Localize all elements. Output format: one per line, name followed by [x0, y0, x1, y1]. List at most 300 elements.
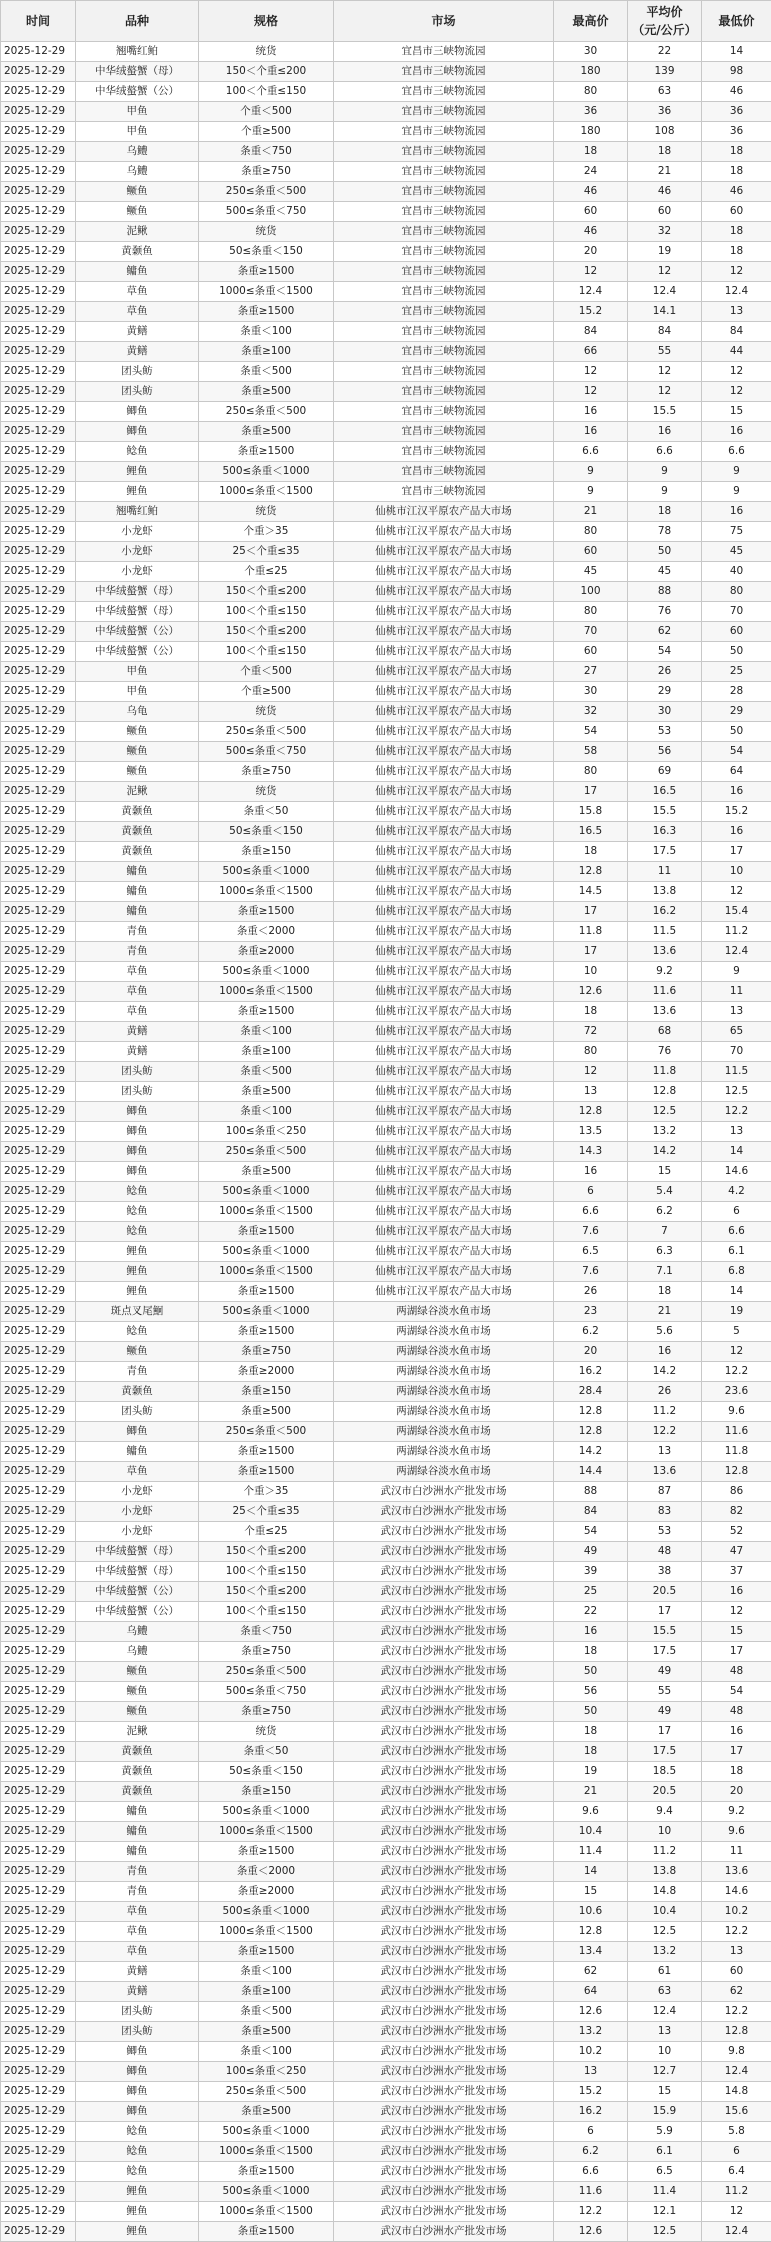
cell-min-price: 10.2	[702, 1902, 771, 1922]
cell-avg-price: 18	[628, 142, 702, 162]
cell-max-price: 26	[554, 1282, 628, 1302]
cell-market: 武汉市白沙洲水产批发市场	[334, 1942, 554, 1962]
header-row	[1, 1, 771, 42]
table-row	[1, 442, 771, 462]
cell-max-price: 28.4	[554, 1382, 628, 1402]
cell-date: 2025-12-29	[1, 1622, 76, 1642]
cell-avg-price: 55	[628, 1682, 702, 1702]
cell-variety: 鲤鱼	[76, 1282, 199, 1302]
cell-date: 2025-12-29	[1, 42, 76, 62]
cell-avg-price: 22	[628, 42, 702, 62]
cell-max-price: 18	[554, 1742, 628, 1762]
cell-variety: 鲶鱼	[76, 2122, 199, 2142]
cell-min-price: 9	[702, 482, 771, 502]
cell-spec: 条重＜50	[199, 802, 334, 822]
table-row	[1, 1382, 771, 1402]
cell-variety: 甲鱼	[76, 662, 199, 682]
cell-market: 宜昌市三峡物流园	[334, 362, 554, 382]
table-row	[1, 2122, 771, 2142]
table-row	[1, 1082, 771, 1102]
cell-date: 2025-12-29	[1, 242, 76, 262]
cell-max-price: 54	[554, 722, 628, 742]
cell-min-price: 25	[702, 662, 771, 682]
cell-avg-price: 11.2	[628, 1402, 702, 1422]
cell-variety: 鳜鱼	[76, 1682, 199, 1702]
cell-avg-price: 13.8	[628, 882, 702, 902]
cell-avg-price: 50	[628, 542, 702, 562]
cell-avg-price: 29	[628, 682, 702, 702]
cell-min-price: 45	[702, 542, 771, 562]
table-row	[1, 1962, 771, 1982]
cell-spec: 个重≥500	[199, 122, 334, 142]
header-spec: 规格	[199, 1, 334, 42]
cell-variety: 小龙虾	[76, 522, 199, 542]
cell-max-price: 11.4	[554, 1842, 628, 1862]
cell-spec: 条重＜750	[199, 142, 334, 162]
cell-date: 2025-12-29	[1, 1602, 76, 1622]
cell-spec: 100＜个重≤150	[199, 82, 334, 102]
cell-spec: 25＜个重≤35	[199, 542, 334, 562]
cell-max-price: 32	[554, 702, 628, 722]
cell-max-price: 46	[554, 182, 628, 202]
cell-min-price: 62	[702, 1982, 771, 2002]
table-row	[1, 962, 771, 982]
cell-variety: 草鱼	[76, 1942, 199, 1962]
cell-min-price: 60	[702, 1962, 771, 1982]
cell-max-price: 18	[554, 142, 628, 162]
cell-min-price: 98	[702, 62, 771, 82]
cell-avg-price: 13.2	[628, 1122, 702, 1142]
cell-market: 仙桃市江汉平原农产品大市场	[334, 682, 554, 702]
cell-avg-price: 11.6	[628, 982, 702, 1002]
cell-max-price: 49	[554, 1542, 628, 1562]
cell-max-price: 20	[554, 1342, 628, 1362]
cell-spec: 条重≥750	[199, 162, 334, 182]
table-row	[1, 462, 771, 482]
cell-min-price: 18	[702, 222, 771, 242]
cell-max-price: 16.2	[554, 2102, 628, 2122]
cell-market: 仙桃市江汉平原农产品大市场	[334, 502, 554, 522]
cell-date: 2025-12-29	[1, 502, 76, 522]
table-row	[1, 342, 771, 362]
cell-market: 武汉市白沙洲水产批发市场	[334, 2002, 554, 2022]
cell-max-price: 25	[554, 1582, 628, 1602]
cell-min-price: 44	[702, 342, 771, 362]
header-market: 市场	[334, 1, 554, 42]
cell-spec: 150＜个重≤200	[199, 582, 334, 602]
cell-avg-price: 15	[628, 1162, 702, 1182]
cell-spec: 250≤条重＜500	[199, 1422, 334, 1442]
cell-min-price: 12	[702, 362, 771, 382]
cell-spec: 150＜个重≤200	[199, 1582, 334, 1602]
cell-market: 仙桃市江汉平原农产品大市场	[334, 1202, 554, 1222]
cell-market: 仙桃市江汉平原农产品大市场	[334, 602, 554, 622]
cell-min-price: 70	[702, 1042, 771, 1062]
cell-avg-price: 45	[628, 562, 702, 582]
cell-max-price: 20	[554, 242, 628, 262]
cell-date: 2025-12-29	[1, 2082, 76, 2102]
cell-date: 2025-12-29	[1, 442, 76, 462]
cell-date: 2025-12-29	[1, 402, 76, 422]
cell-variety: 黄颡鱼	[76, 842, 199, 862]
cell-variety: 团头鲂	[76, 2022, 199, 2042]
cell-market: 武汉市白沙洲水产批发市场	[334, 1822, 554, 1842]
table-row	[1, 1522, 771, 1542]
cell-variety: 鲶鱼	[76, 1222, 199, 1242]
cell-variety: 鲫鱼	[76, 1162, 199, 1182]
cell-variety: 青鱼	[76, 1362, 199, 1382]
cell-date: 2025-12-29	[1, 1382, 76, 1402]
cell-variety: 中华绒螯蟹（公）	[76, 1602, 199, 1622]
cell-date: 2025-12-29	[1, 682, 76, 702]
cell-avg-price: 30	[628, 702, 702, 722]
cell-variety: 鲤鱼	[76, 2222, 199, 2242]
cell-date: 2025-12-29	[1, 1222, 76, 1242]
cell-spec: 条重≥150	[199, 842, 334, 862]
cell-variety: 鲤鱼	[76, 2202, 199, 2222]
table-row	[1, 1702, 771, 1722]
cell-variety: 鲤鱼	[76, 2182, 199, 2202]
cell-date: 2025-12-29	[1, 822, 76, 842]
cell-market: 仙桃市江汉平原农产品大市场	[334, 522, 554, 542]
cell-date: 2025-12-29	[1, 662, 76, 682]
table-row	[1, 1862, 771, 1882]
cell-market: 宜昌市三峡物流园	[334, 222, 554, 242]
cell-min-price: 6.8	[702, 1262, 771, 1282]
cell-max-price: 88	[554, 1482, 628, 1502]
table-row	[1, 762, 771, 782]
cell-date: 2025-12-29	[1, 1742, 76, 1762]
cell-market: 仙桃市江汉平原农产品大市场	[334, 1062, 554, 1082]
cell-max-price: 50	[554, 1662, 628, 1682]
cell-avg-price: 17	[628, 1722, 702, 1742]
cell-variety: 鳜鱼	[76, 182, 199, 202]
cell-spec: 条重＜2000	[199, 1862, 334, 1882]
cell-spec: 100＜个重≤150	[199, 1562, 334, 1582]
cell-min-price: 11.2	[702, 922, 771, 942]
cell-spec: 统货	[199, 222, 334, 242]
cell-min-price: 15.4	[702, 902, 771, 922]
cell-date: 2025-12-29	[1, 2162, 76, 2182]
cell-market: 仙桃市江汉平原农产品大市场	[334, 1182, 554, 1202]
cell-market: 仙桃市江汉平原农产品大市场	[334, 842, 554, 862]
table-row	[1, 662, 771, 682]
table-row	[1, 2062, 771, 2082]
cell-max-price: 16	[554, 1162, 628, 1182]
cell-min-price: 47	[702, 1542, 771, 1562]
cell-date: 2025-12-29	[1, 1002, 76, 1022]
cell-spec: 条重≥100	[199, 1042, 334, 1062]
cell-market: 武汉市白沙洲水产批发市场	[334, 2022, 554, 2042]
cell-date: 2025-12-29	[1, 1022, 76, 1042]
cell-avg-price: 139	[628, 62, 702, 82]
cell-date: 2025-12-29	[1, 302, 76, 322]
cell-variety: 小龙虾	[76, 542, 199, 562]
cell-min-price: 14	[702, 42, 771, 62]
table-row	[1, 2042, 771, 2062]
cell-date: 2025-12-29	[1, 1502, 76, 1522]
cell-date: 2025-12-29	[1, 2022, 76, 2042]
cell-date: 2025-12-29	[1, 362, 76, 382]
cell-max-price: 9	[554, 462, 628, 482]
cell-avg-price: 21	[628, 162, 702, 182]
cell-spec: 统货	[199, 502, 334, 522]
cell-max-price: 12.6	[554, 982, 628, 1002]
cell-variety: 团头鲂	[76, 1402, 199, 1422]
cell-spec: 1000≤条重＜1500	[199, 282, 334, 302]
cell-market: 武汉市白沙洲水产批发市场	[334, 1862, 554, 1882]
cell-market: 武汉市白沙洲水产批发市场	[334, 1602, 554, 1622]
cell-variety: 翘嘴红鲌	[76, 42, 199, 62]
cell-market: 宜昌市三峡物流园	[334, 442, 554, 462]
cell-variety: 黄颡鱼	[76, 1742, 199, 1762]
cell-variety: 乌龟	[76, 702, 199, 722]
table-row	[1, 882, 771, 902]
cell-avg-price: 26	[628, 662, 702, 682]
cell-date: 2025-12-29	[1, 462, 76, 482]
cell-date: 2025-12-29	[1, 282, 76, 302]
cell-max-price: 6.6	[554, 442, 628, 462]
table-row	[1, 502, 771, 522]
cell-date: 2025-12-29	[1, 1142, 76, 1162]
cell-max-price: 12.8	[554, 1402, 628, 1422]
cell-min-price: 60	[702, 202, 771, 222]
cell-spec: 500≤条重＜750	[199, 202, 334, 222]
cell-date: 2025-12-29	[1, 2122, 76, 2142]
cell-max-price: 12	[554, 262, 628, 282]
cell-avg-price: 15.5	[628, 1622, 702, 1642]
cell-min-price: 12.2	[702, 1102, 771, 1122]
cell-spec: 500≤条重＜1000	[199, 962, 334, 982]
cell-avg-price: 6.3	[628, 1242, 702, 1262]
cell-variety: 鲤鱼	[76, 482, 199, 502]
cell-variety: 草鱼	[76, 982, 199, 1002]
table-row	[1, 1022, 771, 1042]
cell-min-price: 52	[702, 1522, 771, 1542]
table-row	[1, 1042, 771, 1062]
cell-min-price: 84	[702, 322, 771, 342]
cell-date: 2025-12-29	[1, 1422, 76, 1442]
cell-market: 仙桃市江汉平原农产品大市场	[334, 822, 554, 842]
table-row	[1, 1142, 771, 1162]
cell-max-price: 62	[554, 1962, 628, 1982]
table-row	[1, 1242, 771, 1262]
cell-min-price: 9.6	[702, 1402, 771, 1422]
cell-variety: 团头鲂	[76, 362, 199, 382]
cell-variety: 黄颡鱼	[76, 1762, 199, 1782]
cell-variety: 甲鱼	[76, 102, 199, 122]
cell-market: 仙桃市江汉平原农产品大市场	[334, 942, 554, 962]
table-row	[1, 1942, 771, 1962]
cell-market: 宜昌市三峡物流园	[334, 302, 554, 322]
table-row	[1, 2022, 771, 2042]
cell-market: 武汉市白沙洲水产批发市场	[334, 2162, 554, 2182]
cell-spec: 500≤条重＜1000	[199, 2122, 334, 2142]
cell-market: 仙桃市江汉平原农产品大市场	[334, 1122, 554, 1142]
cell-avg-price: 12.4	[628, 2002, 702, 2022]
cell-avg-price: 56	[628, 742, 702, 762]
cell-variety: 黄颡鱼	[76, 242, 199, 262]
cell-market: 武汉市白沙洲水产批发市场	[334, 1802, 554, 1822]
cell-market: 武汉市白沙洲水产批发市场	[334, 1722, 554, 1742]
cell-avg-price: 11.5	[628, 922, 702, 942]
cell-min-price: 14.6	[702, 1882, 771, 1902]
cell-date: 2025-12-29	[1, 1542, 76, 1562]
cell-date: 2025-12-29	[1, 942, 76, 962]
cell-min-price: 5	[702, 1322, 771, 1342]
table-row	[1, 1982, 771, 2002]
cell-max-price: 66	[554, 342, 628, 362]
cell-market: 宜昌市三峡物流园	[334, 162, 554, 182]
cell-avg-price: 36	[628, 102, 702, 122]
cell-min-price: 15	[702, 1622, 771, 1642]
cell-max-price: 12	[554, 362, 628, 382]
cell-max-price: 58	[554, 742, 628, 762]
cell-max-price: 27	[554, 662, 628, 682]
cell-max-price: 50	[554, 1702, 628, 1722]
cell-market: 宜昌市三峡物流园	[334, 462, 554, 482]
cell-variety: 鲤鱼	[76, 1262, 199, 1282]
cell-spec: 统货	[199, 42, 334, 62]
cell-min-price: 9	[702, 462, 771, 482]
cell-market: 仙桃市江汉平原农产品大市场	[334, 1142, 554, 1162]
cell-variety: 鲶鱼	[76, 1182, 199, 1202]
cell-market: 武汉市白沙洲水产批发市场	[334, 1642, 554, 1662]
cell-spec: 条重≥2000	[199, 1882, 334, 1902]
cell-max-price: 80	[554, 82, 628, 102]
table-row	[1, 1902, 771, 1922]
cell-date: 2025-12-29	[1, 742, 76, 762]
cell-max-price: 24	[554, 162, 628, 182]
cell-spec: 100≤条重＜250	[199, 1122, 334, 1142]
header-date: 时间	[1, 1, 76, 42]
cell-variety: 鲫鱼	[76, 2102, 199, 2122]
table-row	[1, 1762, 771, 1782]
cell-market: 仙桃市江汉平原农产品大市场	[334, 562, 554, 582]
cell-max-price: 46	[554, 222, 628, 242]
cell-avg-price: 20.5	[628, 1582, 702, 1602]
cell-date: 2025-12-29	[1, 1722, 76, 1742]
cell-max-price: 60	[554, 202, 628, 222]
table-row	[1, 1102, 771, 1122]
cell-avg-price: 13.2	[628, 1942, 702, 1962]
cell-market: 宜昌市三峡物流园	[334, 282, 554, 302]
cell-market: 武汉市白沙洲水产批发市场	[334, 2062, 554, 2082]
cell-spec: 150＜个重≤200	[199, 622, 334, 642]
cell-variety: 鳙鱼	[76, 262, 199, 282]
cell-variety: 草鱼	[76, 1462, 199, 1482]
cell-max-price: 6.6	[554, 1202, 628, 1222]
cell-max-price: 16.5	[554, 822, 628, 842]
cell-max-price: 36	[554, 102, 628, 122]
cell-max-price: 70	[554, 622, 628, 642]
table-row	[1, 1542, 771, 1562]
cell-min-price: 17	[702, 1642, 771, 1662]
table-row	[1, 1062, 771, 1082]
table-row	[1, 102, 771, 122]
cell-market: 仙桃市江汉平原农产品大市场	[334, 1002, 554, 1022]
cell-avg-price: 62	[628, 622, 702, 642]
cell-max-price: 12.8	[554, 1102, 628, 1122]
cell-max-price: 9	[554, 482, 628, 502]
cell-variety: 中华绒螯蟹（母）	[76, 62, 199, 82]
cell-min-price: 80	[702, 582, 771, 602]
cell-max-price: 12	[554, 382, 628, 402]
cell-date: 2025-12-29	[1, 1682, 76, 1702]
cell-avg-price: 69	[628, 762, 702, 782]
cell-min-price: 13	[702, 302, 771, 322]
cell-min-price: 12	[702, 2202, 771, 2222]
cell-max-price: 12	[554, 1062, 628, 1082]
cell-spec: 条重≥500	[199, 422, 334, 442]
table-row	[1, 182, 771, 202]
table-row	[1, 522, 771, 542]
cell-min-price: 13	[702, 1122, 771, 1142]
cell-market: 武汉市白沙洲水产批发市场	[334, 1562, 554, 1582]
cell-variety: 泥鳅	[76, 222, 199, 242]
table-row	[1, 702, 771, 722]
cell-max-price: 16	[554, 422, 628, 442]
cell-spec: 条重＜100	[199, 1102, 334, 1122]
cell-min-price: 18	[702, 142, 771, 162]
cell-avg-price: 6.2	[628, 1202, 702, 1222]
table-row	[1, 562, 771, 582]
cell-market: 仙桃市江汉平原农产品大市场	[334, 882, 554, 902]
cell-spec: 条重≥1500	[199, 1442, 334, 1462]
table-row	[1, 1882, 771, 1902]
table-row	[1, 62, 771, 82]
cell-avg-price: 84	[628, 322, 702, 342]
cell-min-price: 6.4	[702, 2162, 771, 2182]
cell-date: 2025-12-29	[1, 262, 76, 282]
table-row	[1, 722, 771, 742]
cell-date: 2025-12-29	[1, 902, 76, 922]
cell-date: 2025-12-29	[1, 1042, 76, 1062]
table-row	[1, 1842, 771, 1862]
cell-avg-price: 13.6	[628, 1002, 702, 1022]
cell-variety: 黄鳝	[76, 1962, 199, 1982]
cell-min-price: 65	[702, 1022, 771, 1042]
cell-variety: 鳜鱼	[76, 762, 199, 782]
cell-spec: 条重≥750	[199, 762, 334, 782]
cell-max-price: 60	[554, 542, 628, 562]
cell-variety: 鲫鱼	[76, 1102, 199, 1122]
cell-market: 仙桃市江汉平原农产品大市场	[334, 762, 554, 782]
cell-date: 2025-12-29	[1, 202, 76, 222]
table-row	[1, 482, 771, 502]
cell-spec: 1000≤条重＜1500	[199, 2202, 334, 2222]
cell-spec: 100≤条重＜250	[199, 2062, 334, 2082]
table-row	[1, 1742, 771, 1762]
cell-variety: 斑点叉尾鮰	[76, 1302, 199, 1322]
cell-market: 仙桃市江汉平原农产品大市场	[334, 1222, 554, 1242]
cell-market: 武汉市白沙洲水产批发市场	[334, 1882, 554, 1902]
cell-min-price: 12	[702, 1342, 771, 1362]
cell-variety: 鲫鱼	[76, 1122, 199, 1142]
cell-market: 武汉市白沙洲水产批发市场	[334, 1702, 554, 1722]
cell-market: 宜昌市三峡物流园	[334, 182, 554, 202]
cell-date: 2025-12-29	[1, 1882, 76, 1902]
table-row	[1, 902, 771, 922]
cell-date: 2025-12-29	[1, 162, 76, 182]
cell-avg-price: 10.4	[628, 1902, 702, 1922]
cell-variety: 鲫鱼	[76, 402, 199, 422]
cell-max-price: 84	[554, 1502, 628, 1522]
header-variety: 品种	[76, 1, 199, 42]
cell-max-price: 10.4	[554, 1822, 628, 1842]
table-row	[1, 1402, 771, 1422]
cell-min-price: 6	[702, 1202, 771, 1222]
